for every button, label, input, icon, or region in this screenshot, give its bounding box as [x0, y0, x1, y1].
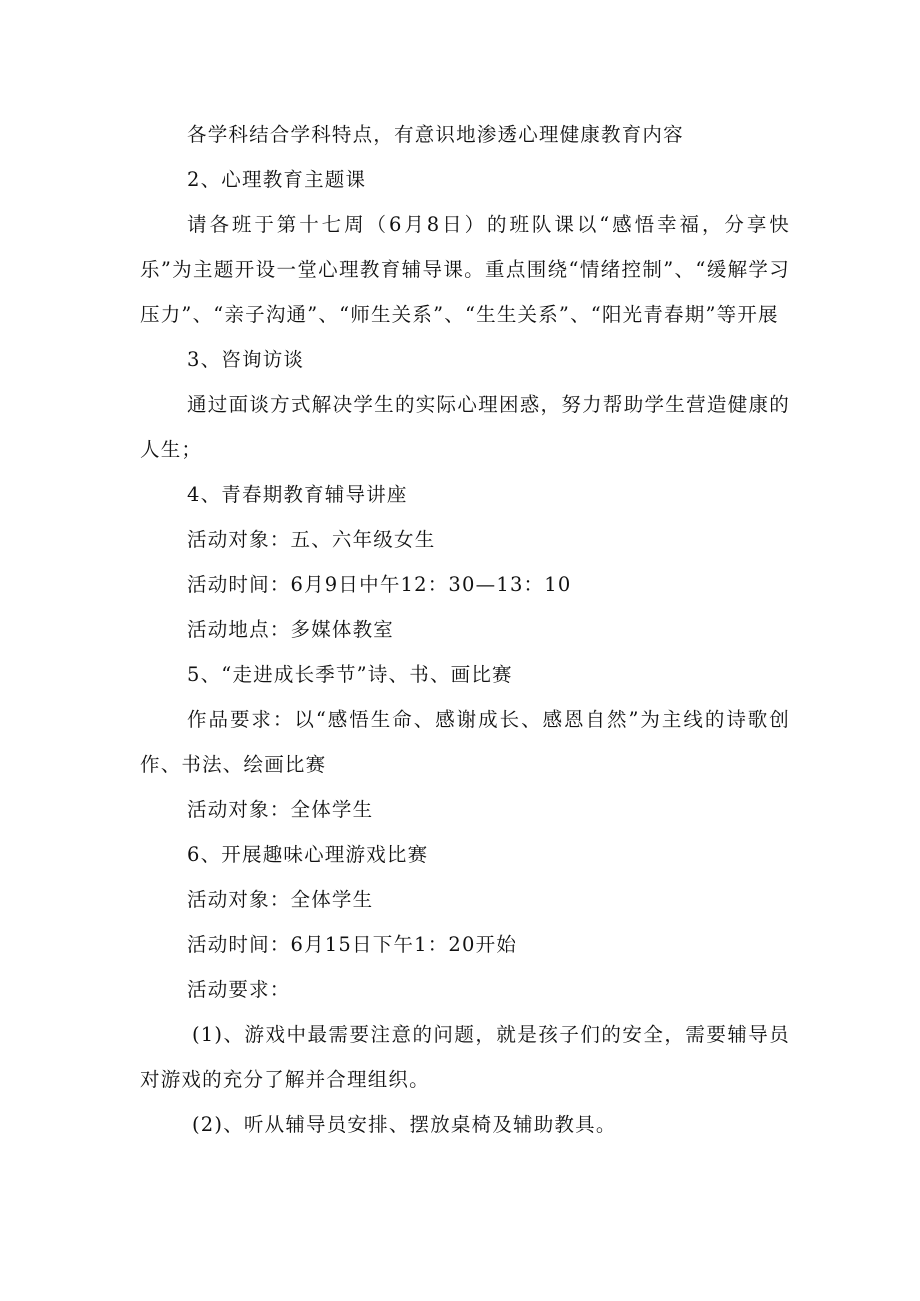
contest-audience: 活动对象：全体学生: [187, 798, 374, 821]
paragraph-subject-integration: 各学科结合学科特点，有意识地渗透心理健康教育内容: [187, 123, 684, 146]
lecture-location: 活动地点：多媒体教室: [187, 618, 395, 641]
game-time: 活动时间：6月15日下午1：20开始: [187, 933, 518, 956]
heading-puberty-lecture: 4、青春期教育辅导讲座: [187, 483, 408, 506]
heading-game-contest: 6、开展趣味心理游戏比赛: [187, 843, 429, 866]
game-requirements-heading: 活动要求：: [187, 978, 291, 1001]
heading-art-contest: 5、“走进成长季节”诗、书、画比赛: [187, 663, 513, 686]
lecture-time: 活动时间：6月9日中午12：30—13：10: [187, 573, 572, 596]
lecture-audience: 活动对象：五、六年级女生: [187, 528, 436, 551]
heading-consultation: 3、咨询访谈: [187, 348, 305, 371]
game-requirement-2: (2)、听从辅导员安排、摆放桌椅及辅助教具。: [192, 1113, 617, 1136]
game-requirement-1: (1)、游戏中最需要注意的问题，就是孩子们的安全，需要辅导员对游戏的充分了解并合理组织。: [140, 1023, 790, 1091]
paragraph-consultation: 通过面谈方式解决学生的实际心理困惑，努力帮助学生营造健康的人生；: [140, 393, 790, 461]
game-audience: 活动对象：全体学生: [187, 888, 374, 911]
paragraph-theme-class: 请各班于第十七周（6月8日）的班队课以“感悟幸福，分享快乐”为主题开设一堂心理教育辅导课。重点围绕“情绪控制”、“缓解学习压力”、“亲子沟通”、“师生关系”、“生生关系”、“阳光青春期”等开展: [140, 213, 790, 326]
contest-requirements: 作品要求：以“感悟生命、感谢成长、感恩自然”为主线的诗歌创作、书法、绘画比赛: [140, 708, 790, 776]
heading-theme-class: 2、心理教育主题课: [187, 168, 367, 191]
document-body: [140, 112, 790, 1147]
